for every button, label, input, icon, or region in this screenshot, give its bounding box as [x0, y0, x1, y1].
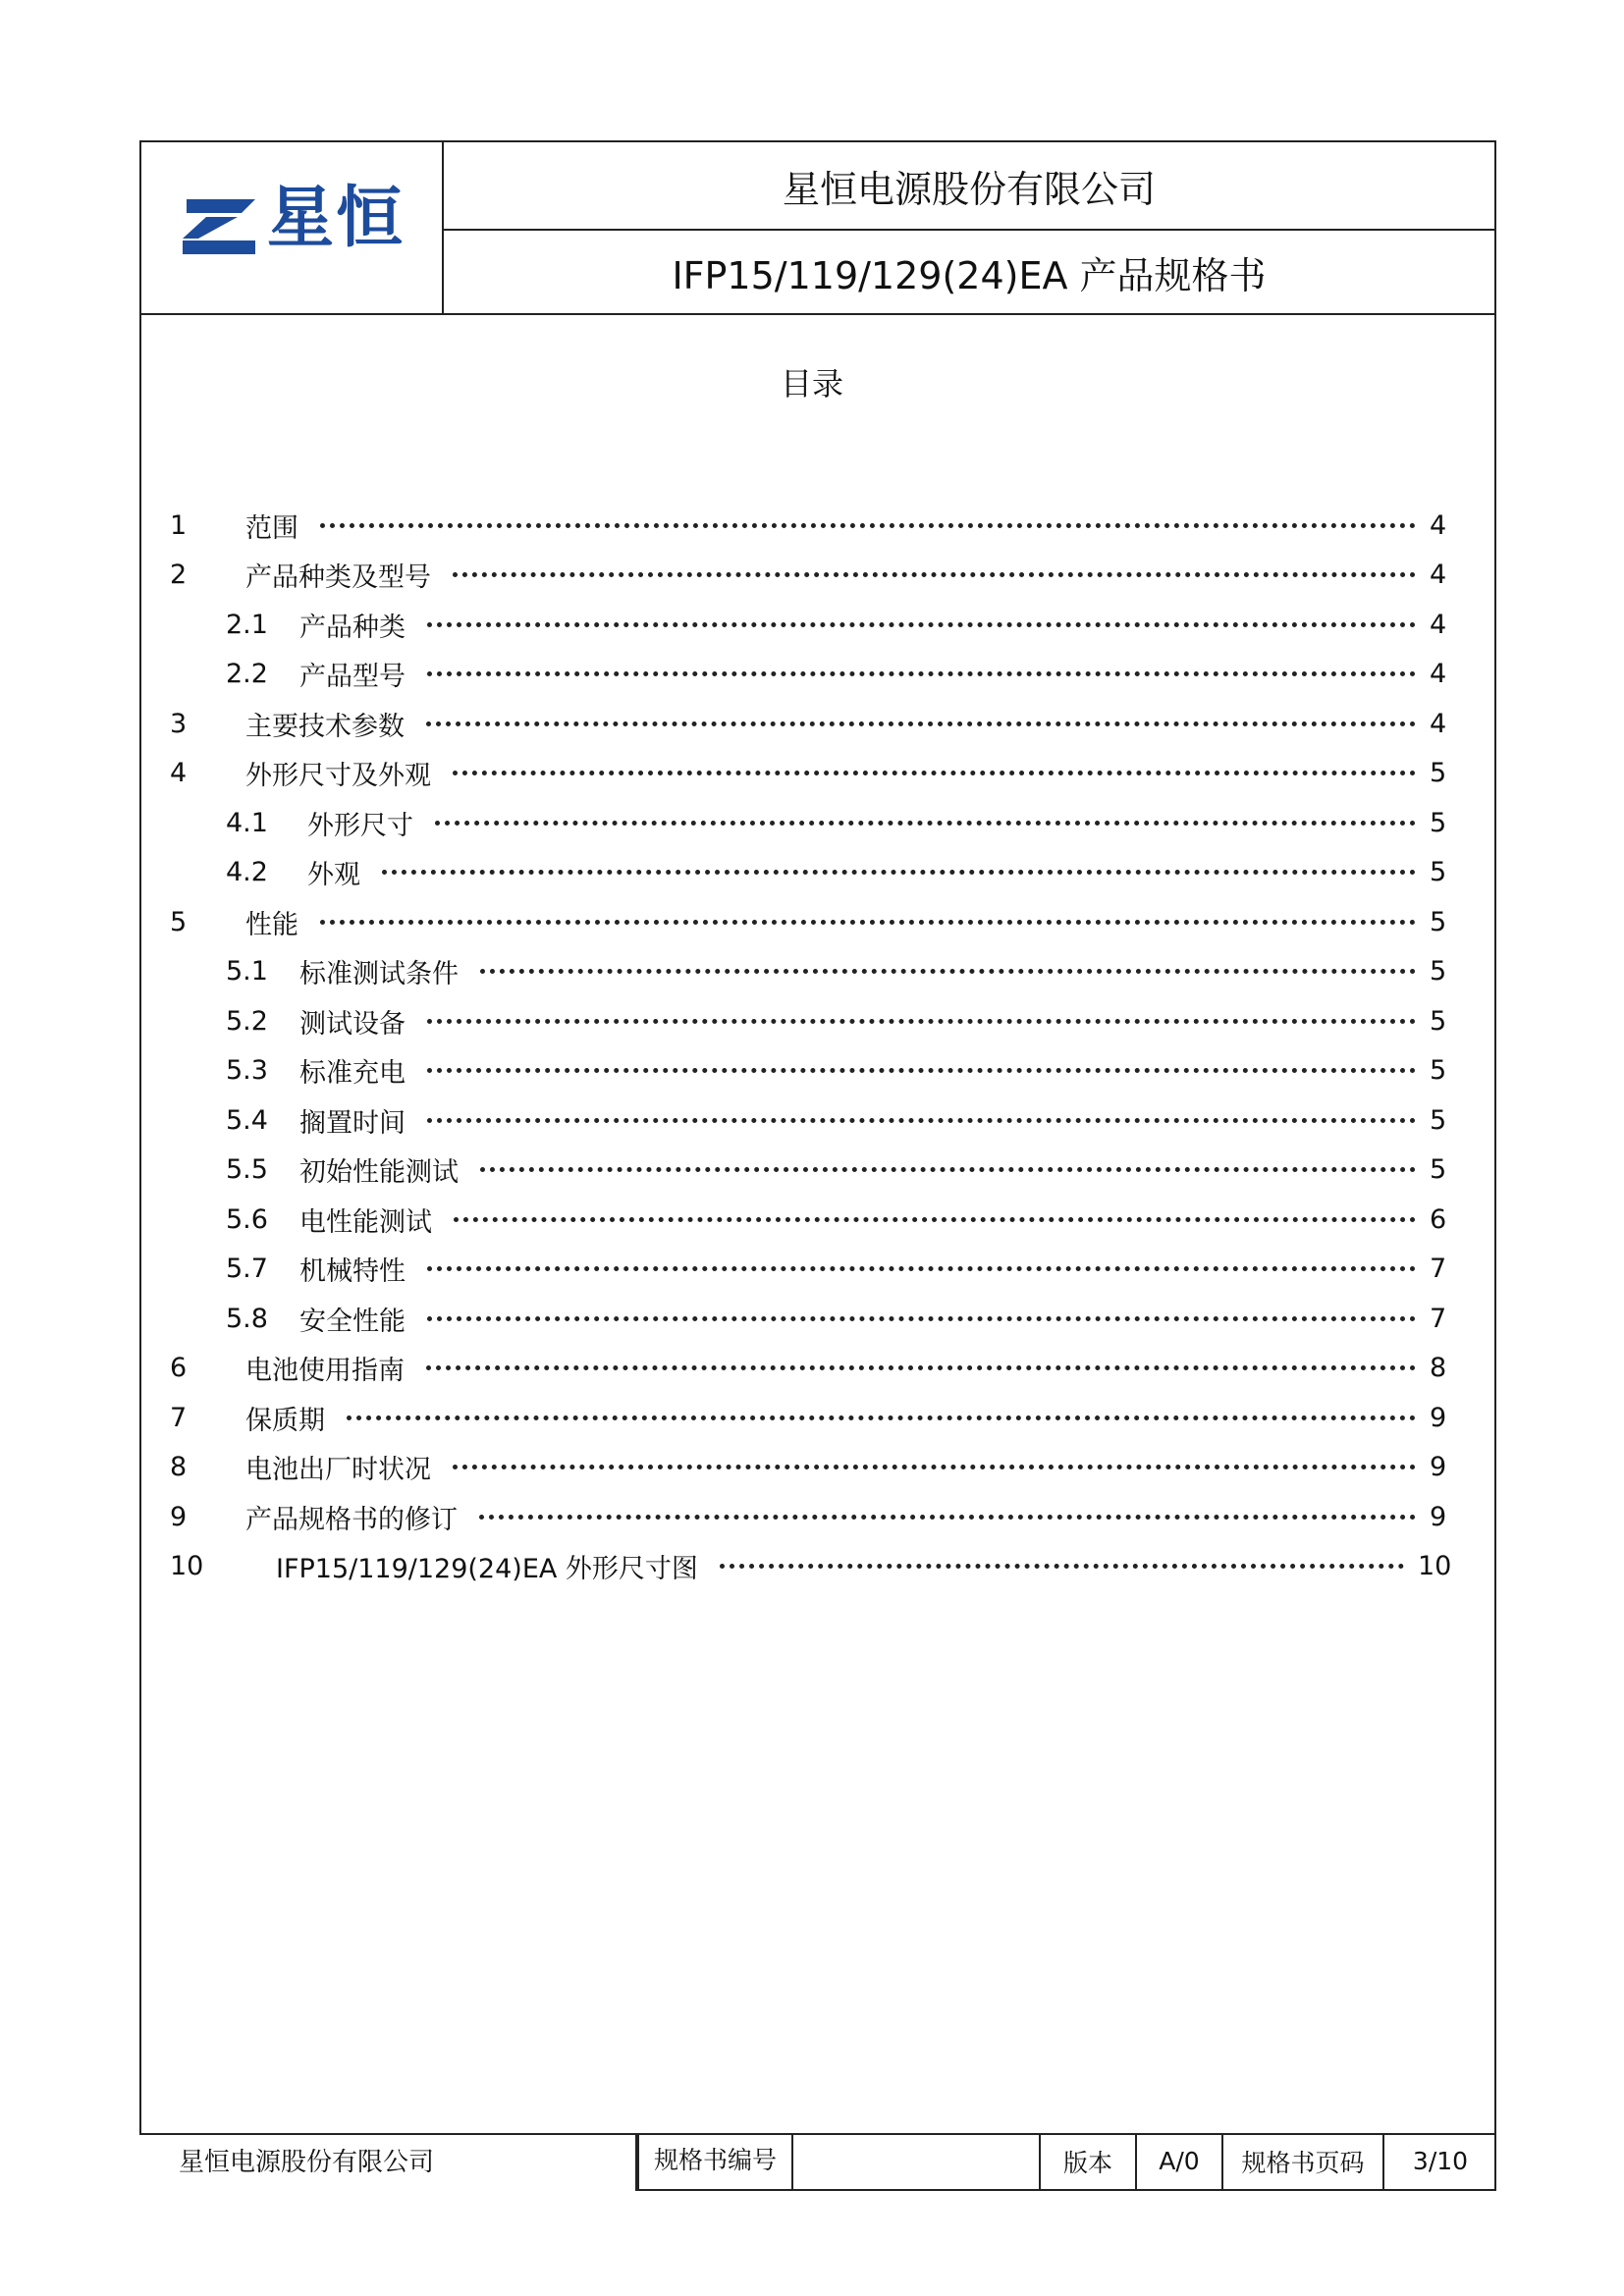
toc-entry-title: 外形尺寸 — [307, 810, 413, 841]
toc-entry-title: 标准测试条件 — [299, 959, 459, 989]
toc-entry-title: 保质期 — [245, 1405, 325, 1436]
toc-entry-number: 5.6 — [226, 1203, 268, 1235]
toc-entry-title: 电池出厂时状况 — [245, 1455, 431, 1485]
toc-entry-page: 9 — [1430, 1452, 1447, 1482]
toc-entry-number: 4.1 — [226, 807, 268, 838]
toc-entry-title: 产品种类 — [299, 612, 406, 643]
toc-entry[interactable] — [226, 1294, 1453, 1343]
toc-entry-number: 10 — [170, 1551, 204, 1581]
toc-entry[interactable] — [170, 1492, 1453, 1541]
toc-entry-title: 产品型号 — [299, 662, 406, 692]
toc-entry-title: 测试设备 — [299, 1008, 406, 1040]
toc-dot-leader — [320, 920, 1416, 925]
footer-company-name: 星恒电源股份有限公司 — [179, 2148, 435, 2177]
toc-entry-page: 4 — [1430, 708, 1447, 739]
toc-entry-number: 5.4 — [226, 1104, 268, 1136]
toc-entry-page: 4 — [1430, 560, 1447, 590]
toc-entry[interactable] — [170, 897, 1453, 946]
toc-entry-title: 主要技术参数 — [245, 711, 405, 742]
toc-heading: 目录 — [780, 365, 843, 402]
toc-dot-leader — [427, 1019, 1416, 1024]
toc-dot-leader — [453, 572, 1416, 577]
toc-entry-number: 1 — [170, 509, 188, 541]
toc-entry-page: 9 — [1430, 1402, 1447, 1433]
toc-entry-title: 机械特性 — [299, 1256, 406, 1287]
toc-entry-number: 5.1 — [226, 956, 268, 987]
toc-entry[interactable] — [170, 1393, 1453, 1442]
spec-number-value — [791, 2133, 1039, 2189]
toc-entry-number: 4.2 — [226, 857, 268, 887]
toc-dot-leader — [427, 1266, 1416, 1271]
toc-entry[interactable] — [170, 699, 1453, 748]
toc-entry-number: 5 — [170, 906, 188, 937]
toc-entry[interactable] — [226, 600, 1453, 649]
toc-entry-number: 6 — [170, 1353, 188, 1383]
toc-dot-leader — [479, 1515, 1416, 1520]
toc-entry-title: 产品规格书的修订 — [245, 1504, 458, 1535]
toc-entry-title: 安全性能 — [299, 1306, 406, 1337]
toc-entry-page: 5 — [1430, 1055, 1447, 1086]
toc-entry-number: 5.3 — [226, 1055, 268, 1086]
toc-entry-title: 产品种类及型号 — [245, 562, 431, 593]
toc-entry-page: 5 — [1430, 1005, 1447, 1037]
toc-entry-title: 搁置时间 — [299, 1107, 406, 1139]
toc-entry-title: IFP15/119/129(24)EA 外形尺寸图 — [276, 1554, 698, 1584]
toc-entry-title: 电性能测试 — [299, 1206, 432, 1238]
document-title: IFP15/119/129(24)EA 产品规格书 — [672, 253, 1267, 297]
toc-entry-page: 4 — [1430, 609, 1447, 640]
toc-entry-page: 4 — [1430, 509, 1447, 541]
version-label: 版本 — [1039, 2133, 1135, 2189]
toc-entry-number: 2 — [170, 560, 188, 590]
toc-entry-page: 4 — [1430, 659, 1447, 689]
toc-entry[interactable] — [226, 848, 1453, 897]
toc-entry-title: 范围 — [245, 512, 298, 544]
toc-entry[interactable] — [170, 749, 1453, 798]
toc-dot-leader — [427, 1118, 1416, 1123]
version-value: A/0 — [1135, 2133, 1221, 2189]
toc-entry[interactable] — [226, 947, 1453, 996]
toc-entry[interactable] — [226, 1146, 1453, 1195]
toc-entry[interactable] — [226, 1095, 1453, 1145]
toc-entry[interactable] — [226, 1245, 1453, 1294]
toc-entry-page: 9 — [1430, 1501, 1447, 1532]
toc-dot-leader — [453, 1465, 1416, 1469]
toc-entry-title: 标准充电 — [299, 1058, 406, 1089]
spec-number-label: 规格书编号 — [637, 2133, 791, 2189]
toc-entry-title: 电池使用指南 — [245, 1356, 405, 1386]
toc-entry-page: 7 — [1430, 1303, 1447, 1334]
toc-entry-number: 8 — [170, 1452, 188, 1482]
toc-entry-number: 9 — [170, 1501, 188, 1532]
toc-dot-leader — [427, 671, 1416, 676]
toc-dot-leader — [347, 1415, 1416, 1420]
toc-dot-leader — [426, 721, 1416, 726]
toc-entry-page: 6 — [1430, 1203, 1447, 1235]
toc-dot-leader — [435, 821, 1416, 826]
toc-entry[interactable] — [226, 798, 1453, 847]
toc-entry-page: 5 — [1430, 906, 1447, 937]
toc-entry[interactable] — [170, 1443, 1453, 1492]
toc-entry-number: 3 — [170, 708, 188, 739]
toc-dot-leader — [320, 523, 1416, 528]
toc-entry-page: 5 — [1430, 956, 1447, 987]
toc-entry[interactable] — [170, 1542, 1453, 1591]
toc-dot-leader — [427, 622, 1416, 627]
toc-entry-number: 5.8 — [226, 1303, 268, 1334]
toc-entry-page: 5 — [1430, 807, 1447, 838]
toc-entry[interactable] — [226, 1195, 1453, 1244]
toc-entry-number: 7 — [170, 1402, 188, 1433]
toc-entry[interactable] — [226, 1046, 1453, 1095]
toc-dot-leader — [382, 870, 1416, 875]
toc-dot-leader — [427, 1316, 1416, 1321]
toc-entry-title: 初始性能测试 — [299, 1157, 459, 1188]
toc-entry-page: 5 — [1430, 758, 1447, 788]
toc-entry-page: 7 — [1430, 1254, 1447, 1284]
toc-dot-leader — [453, 771, 1416, 775]
toc-entry-number: 2.2 — [226, 659, 268, 689]
toc-entry[interactable] — [170, 501, 1453, 550]
toc-dot-leader — [480, 969, 1416, 974]
logo-cell — [141, 142, 444, 313]
toc-entry-number: 2.1 — [226, 609, 268, 640]
logo-text: 星恒 — [267, 180, 406, 257]
toc-entry-title: 外形尺寸及外观 — [245, 761, 431, 791]
toc-entry-number: 5.7 — [226, 1254, 268, 1284]
toc-entry-page: 10 — [1418, 1551, 1452, 1581]
toc-dot-leader — [454, 1217, 1416, 1222]
toc-entry-number: 5.5 — [226, 1154, 268, 1185]
toc-dot-leader — [720, 1564, 1404, 1569]
toc-entry[interactable] — [170, 1344, 1453, 1393]
toc-entry-number: 4 — [170, 758, 188, 788]
toc-entry[interactable] — [226, 650, 1453, 699]
toc-entry-number: 5.2 — [226, 1005, 268, 1037]
header-company-name: 星恒电源股份有限公司 — [444, 142, 1494, 231]
toc-entry-page: 5 — [1430, 1104, 1447, 1136]
toc-dot-leader — [480, 1167, 1416, 1172]
toc-entry-page: 5 — [1430, 1154, 1447, 1185]
footer-info-table — [635, 2133, 1496, 2191]
toc-entry-title: 性能 — [245, 909, 298, 940]
toc-entry[interactable] — [170, 551, 1453, 600]
toc-dot-leader — [427, 1068, 1416, 1073]
toc-entry-page: 5 — [1430, 857, 1447, 887]
toc-entry-page: 8 — [1430, 1353, 1447, 1383]
toc-entry-title: 外观 — [307, 860, 360, 890]
toc-entry[interactable] — [226, 996, 1453, 1045]
document-footer — [139, 2133, 1496, 2191]
document-header — [139, 140, 1496, 315]
page-number-label: 规格书页码 — [1221, 2133, 1382, 2189]
company-logo-icon — [181, 193, 259, 254]
toc-dot-leader — [426, 1365, 1416, 1370]
page-number-value: 3/10 — [1382, 2133, 1496, 2189]
